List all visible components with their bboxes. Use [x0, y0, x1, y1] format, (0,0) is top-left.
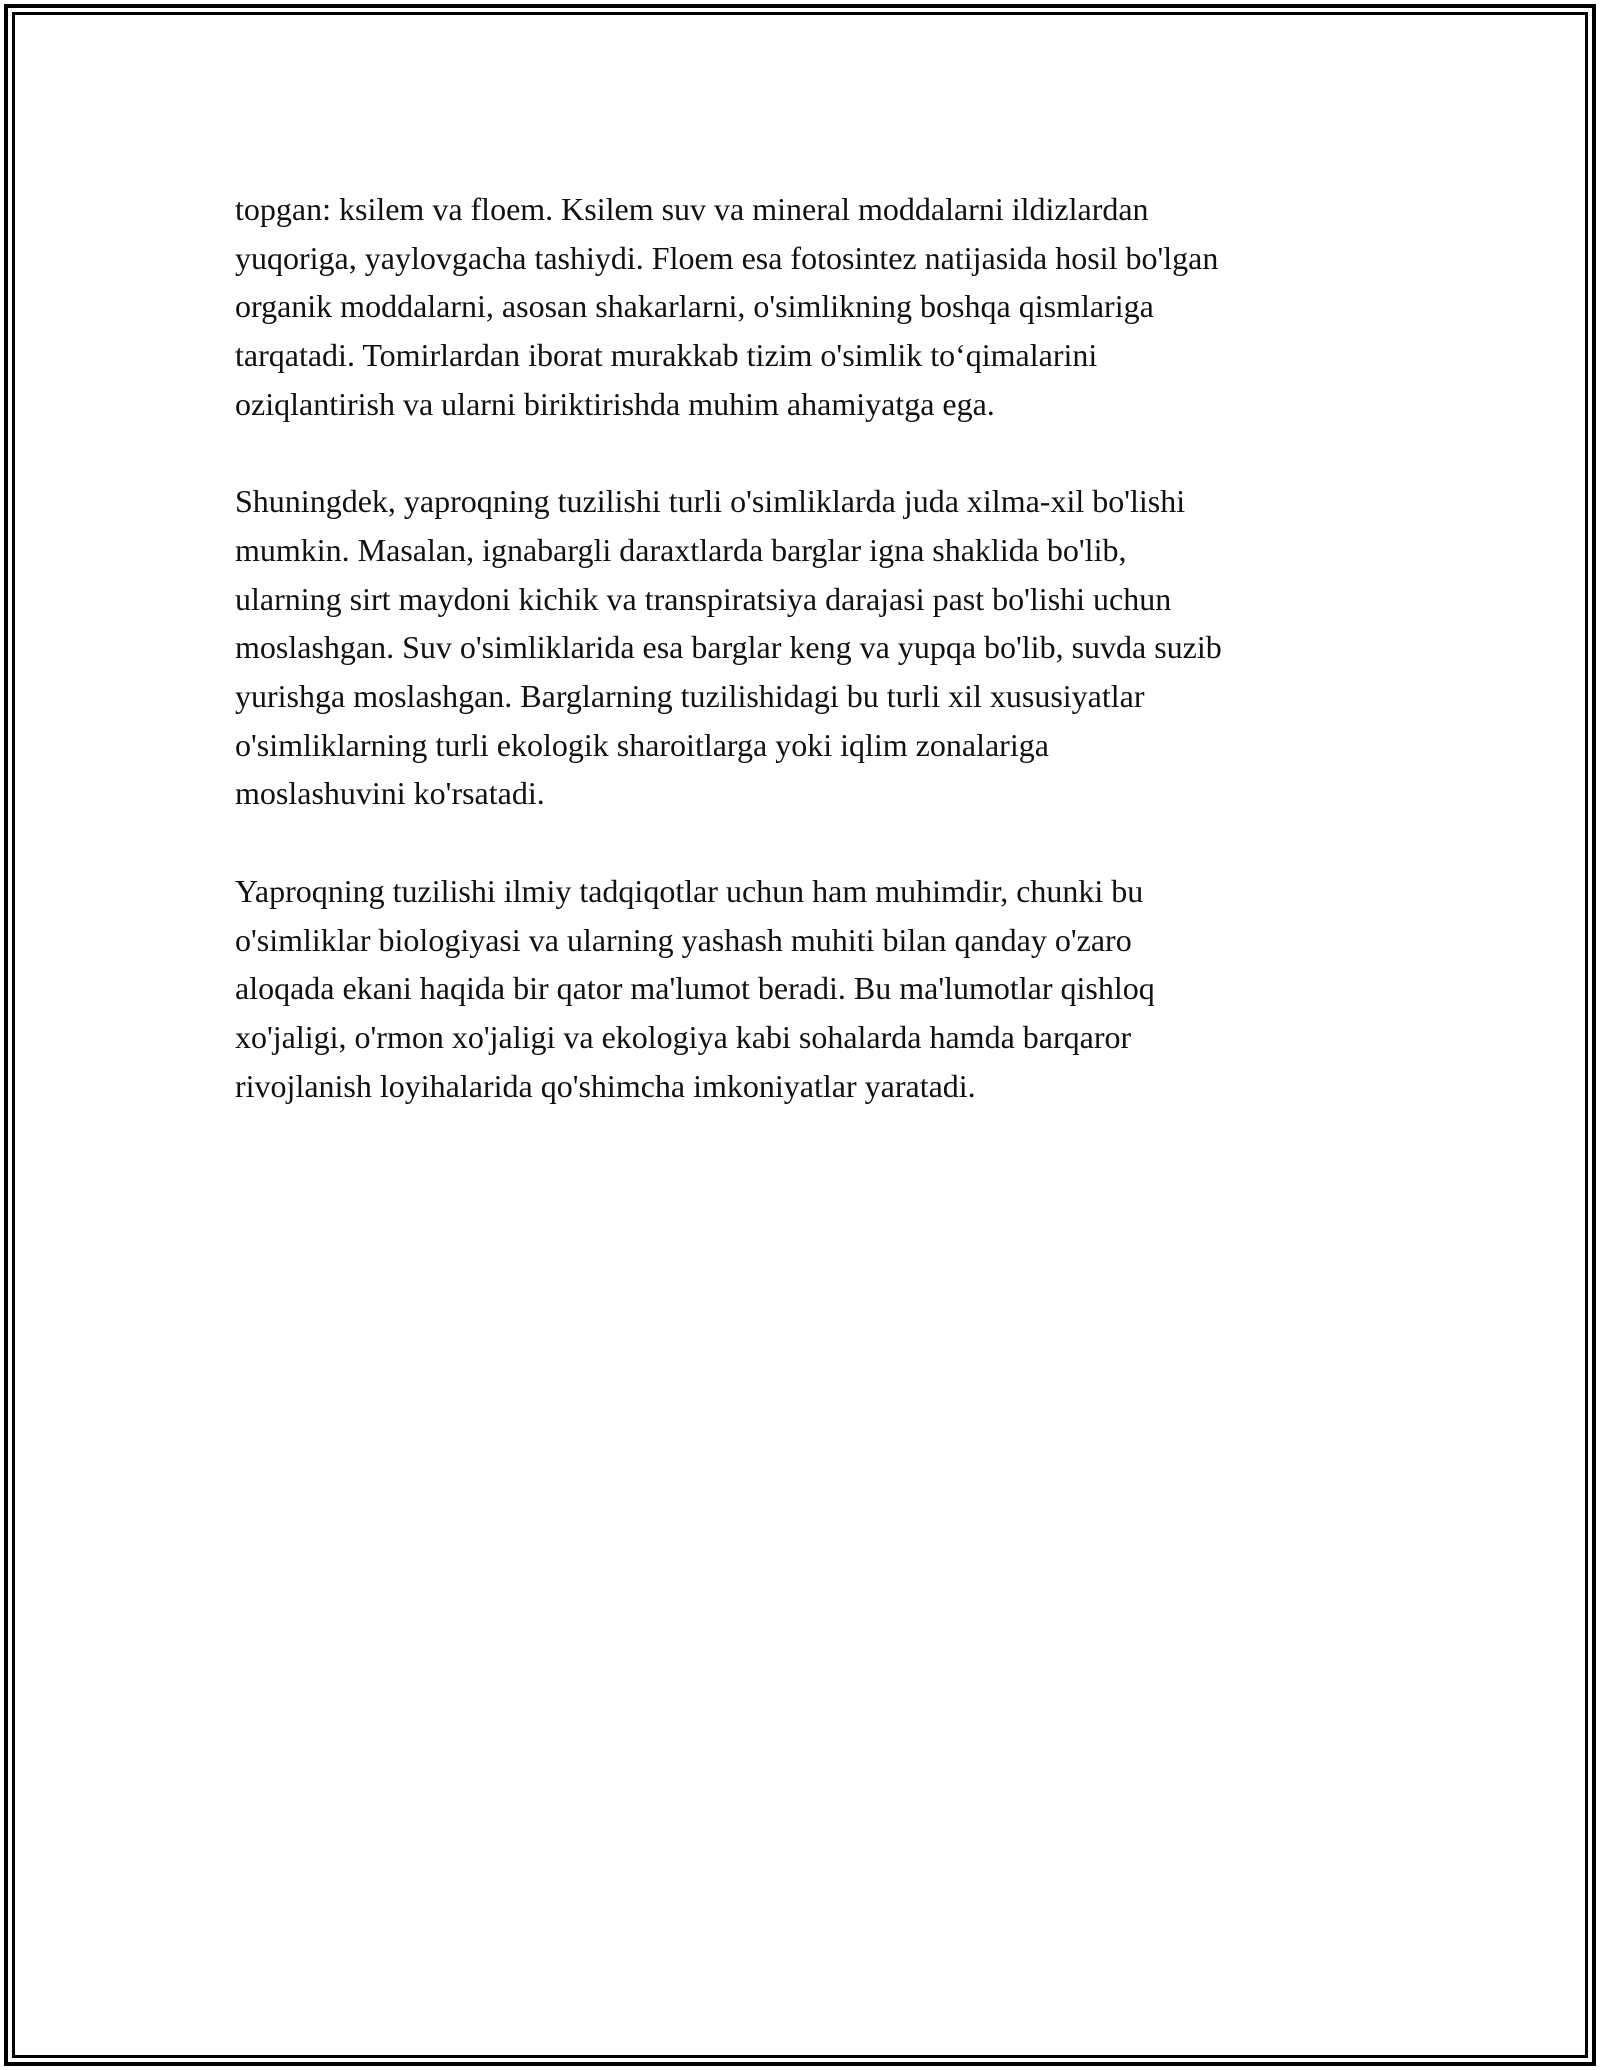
paragraph-1-line-4: tarqatadi. Tomirlardan iborat murakkab tizim o'simlik to‘qimalarini — [235, 337, 1098, 374]
paragraph-3-line-5: rivojlanish loyihalarida qo'shimcha imkoniyatlar yaratadi. — [235, 1067, 976, 1104]
paragraph-2-line-2: mumkin. Masalan, ignabargli daraxtlarda barglar igna shaklida bo'lib, — [235, 531, 1127, 568]
paragraph-1-line-5: oziqlantirish va ularni biriktirishda muhim ahamiyatga ega. — [235, 385, 995, 422]
paragraph-3 — [235, 867, 1395, 1111]
paragraph-2-line-4: moslashgan. Suv o'simliklarida esa barglar keng va yupqa bo'lib, suvda suzib — [235, 629, 1222, 666]
paragraph-3-line-3: aloqada ekani haqida bir qator ma'lumot beradi. Bu ma'lumotlar qishloq — [235, 970, 1155, 1007]
paragraph-1-line-1: topgan: ksilem va floem. Ksilem suv va mineral moddalarni ildizlardan — [235, 191, 1149, 227]
paragraph-2-line-6: o'simliklarning turli ekologik sharoitlarga yoki iqlim zonalariga — [235, 726, 1049, 763]
paragraph-3-line-4: xo'jaligi, o'rmon xo'jaligi va ekologiya kabi sohalarda hamda barqaror — [235, 1018, 1132, 1055]
paragraph-2 — [235, 477, 1395, 818]
paragraph-3-line-2: o'simliklar biologiyasi va ularning yashash muhiti bilan qanday o'zaro — [235, 921, 1132, 958]
paragraph-2-line-5: yurishga moslashgan. Barglarning tuzilishidagi bu turli xil xususiyatlar — [235, 678, 1145, 715]
paragraph-1-line-2: yuqoriga, yaylovgacha tashiydi. Floem esa fotosintez natijasida hosil bo'lgan — [235, 239, 1219, 276]
paragraph-2-line-7: moslashuvini ko'rsatadi. — [235, 775, 545, 812]
paragraph-2-line-1: Shuningdek, yaproqning tuzilishi turli o'simliklarda juda xilma-xil bo'lishi — [235, 483, 1186, 520]
paragraph-1 — [235, 185, 1395, 429]
paragraph-1-line-3: organik moddalarni, asosan shakarlarni, o'simlikning boshqa qismlariga — [235, 288, 1154, 325]
paragraph-3-line-1: Yaproqning tuzilishi ilmiy tadqiqotlar uchun ham muhimdir, chunki bu — [235, 872, 1144, 909]
paragraph-2-line-3: ularning sirt maydoni kichik va transpiratsiya darajasi past bo'lishi uchun — [235, 580, 1172, 617]
document-body — [235, 185, 1395, 1159]
